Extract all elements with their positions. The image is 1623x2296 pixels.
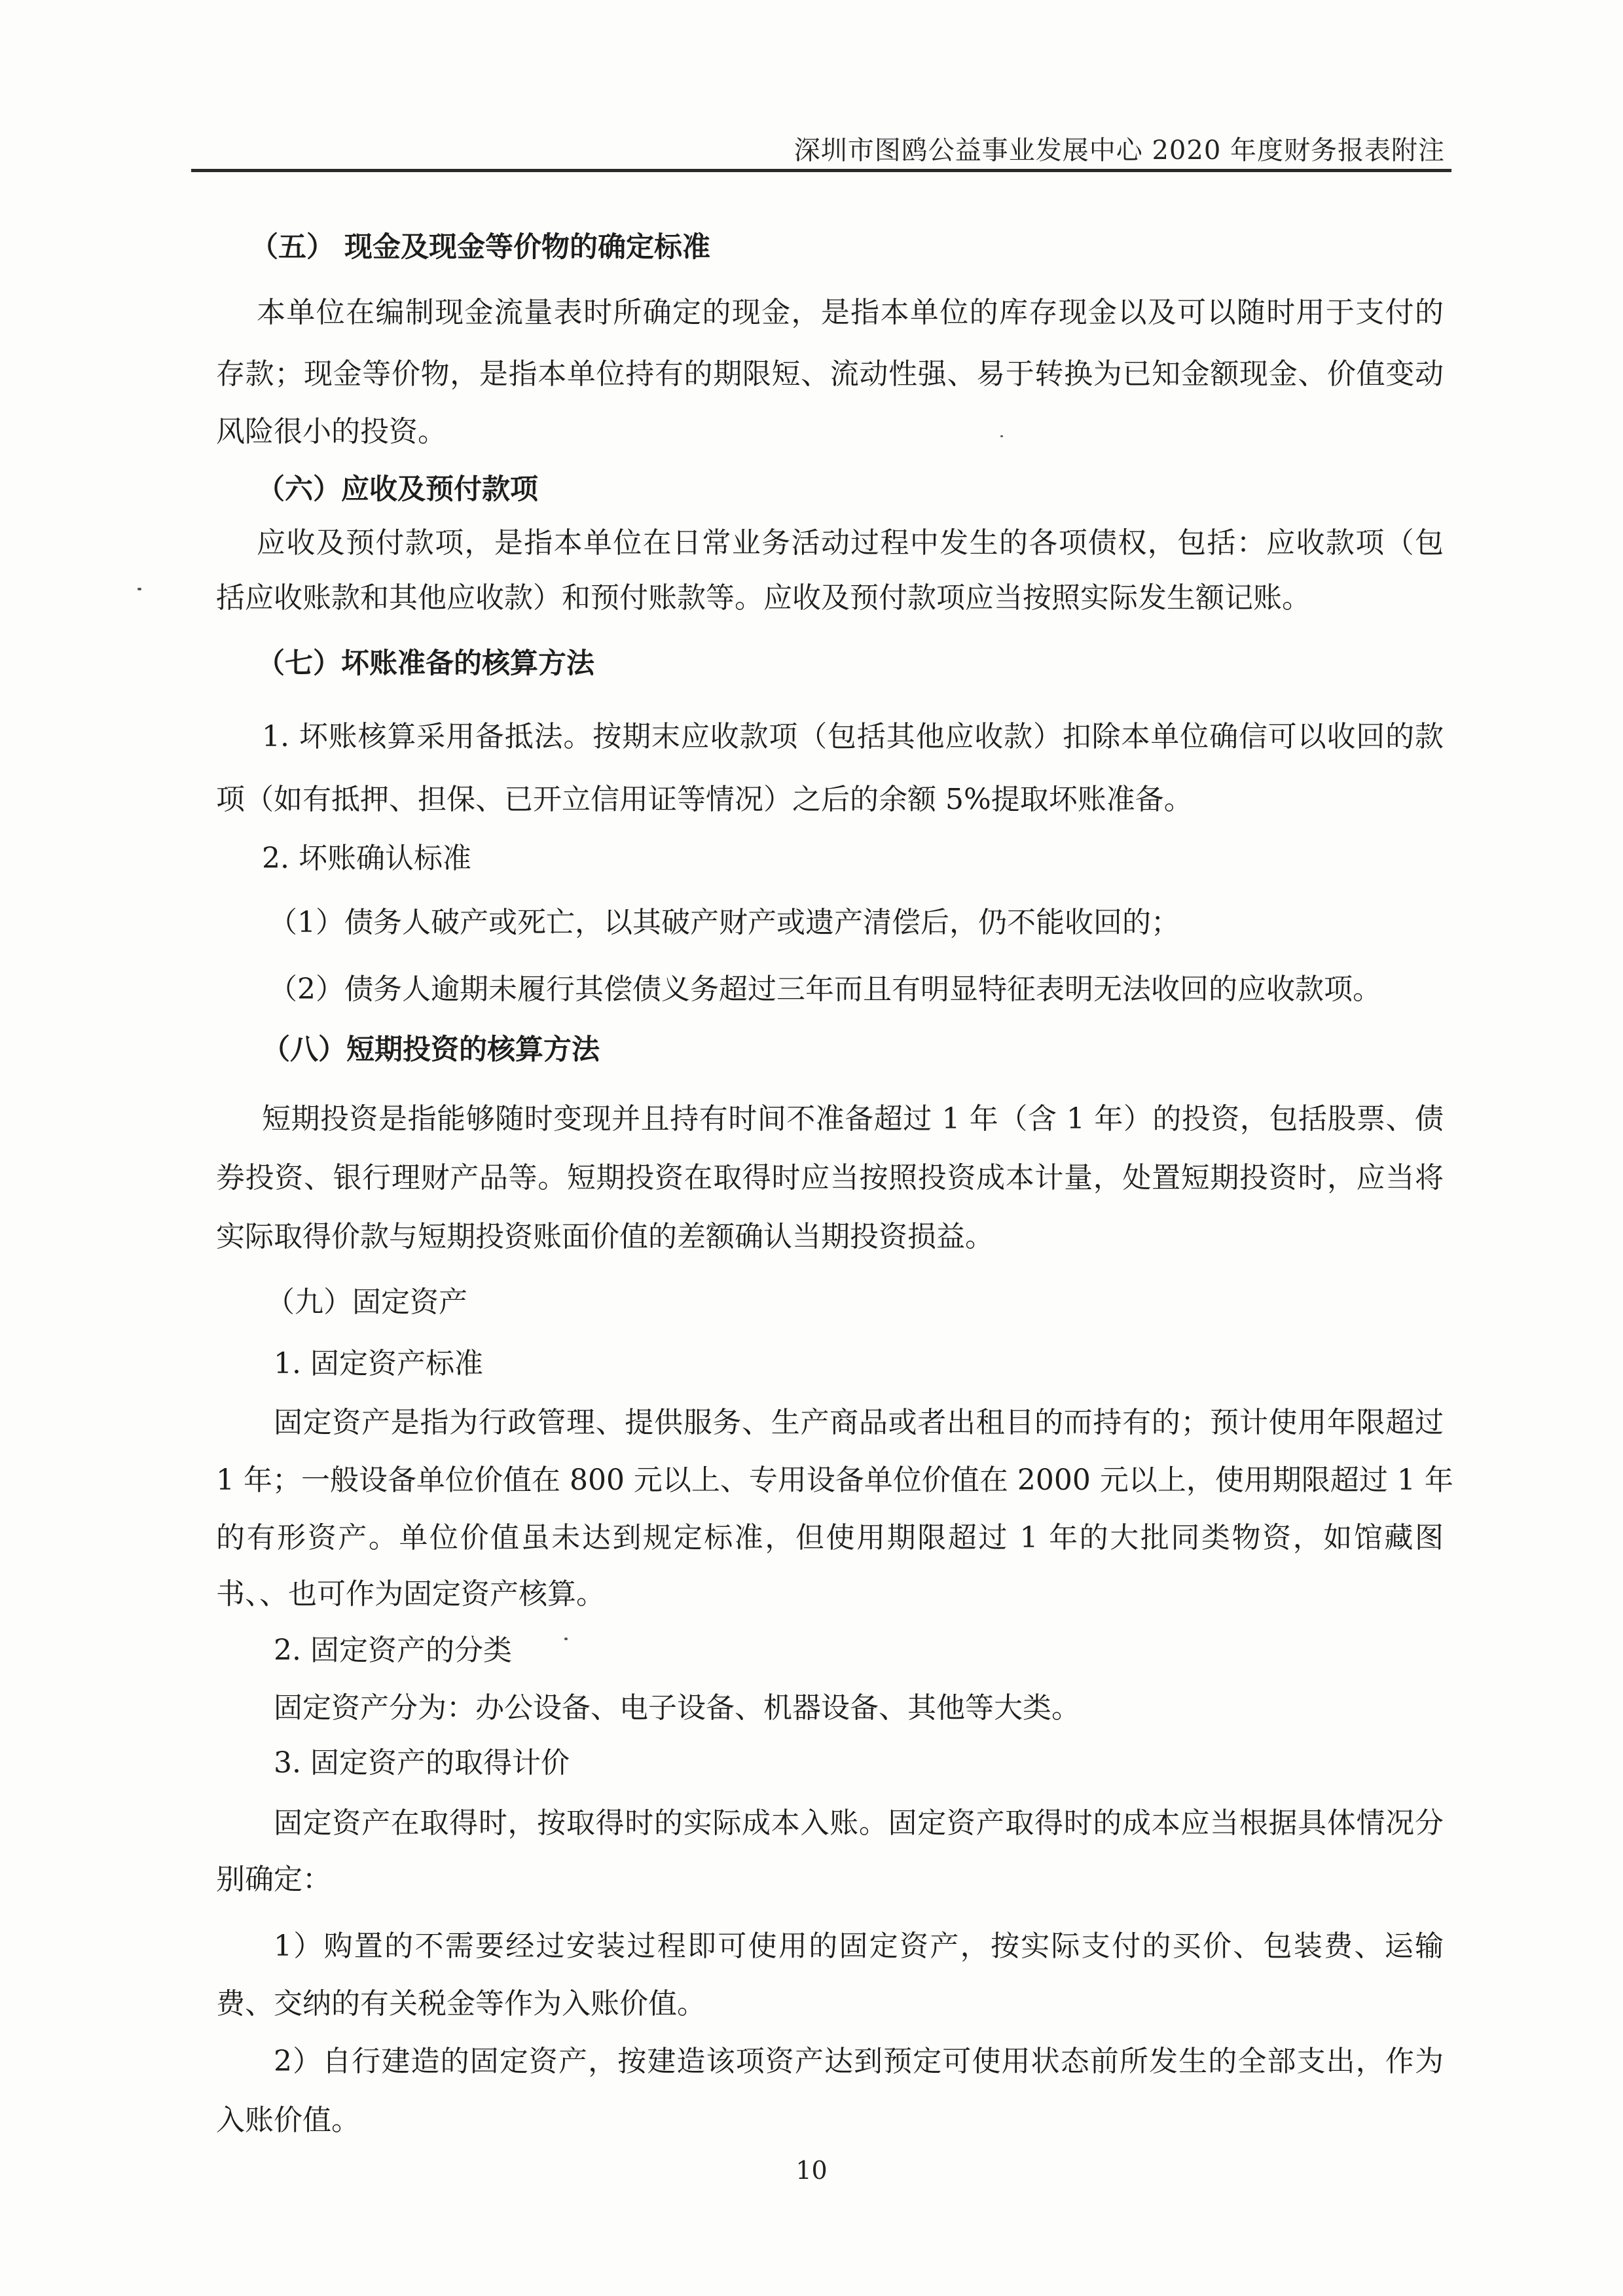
paragraph-line: 费、交纳的有关税金等作为入账价值。 bbox=[216, 1987, 706, 2020]
scan-speck bbox=[137, 588, 141, 590]
paragraph-line: 1 年；一般设备单位价值在 800 元以上、专用设备单位价值在 2000 元以上，使用期限超过 1 年 bbox=[216, 1463, 1453, 1497]
paragraph-line: 风险很小的投资。 bbox=[216, 415, 447, 448]
scan-speck bbox=[564, 1638, 568, 1640]
paragraph-line: 实际取得价款与短期投资账面价值的差额确认当期投资损益。 bbox=[216, 1220, 994, 1253]
section-heading-6: （六）应收及预付款项 bbox=[257, 473, 538, 506]
paragraph-line: 本单位在编制现金流量表时所确定的现金，是指本单位的库存现金以及可以随时用于支付的 bbox=[257, 296, 1444, 329]
subsection-heading: 1. 固定资产标准 bbox=[274, 1347, 483, 1380]
list-item: （2）债务人逾期未履行其偿债义务超过三年而且有明显特征表明无法收回的应收款项。 bbox=[268, 973, 1381, 1006]
paragraph-line: 项（如有抵押、担保、已开立信用证等情况）之后的余额 5%提取坏账准备。 bbox=[216, 783, 1193, 816]
paragraph-line: 存款；现金等价物，是指本单位持有的期限短、流动性强、易于转换为已知金额现金、价值变动 bbox=[216, 357, 1444, 391]
list-item: 1）购置的不需要经过安装过程即可使用的固定资产，按实际支付的买价、包装费、运输 bbox=[274, 1929, 1444, 1963]
paragraph-line: 固定资产分为：办公设备、电子设备、机器设备、其他等大类。 bbox=[274, 1691, 1080, 1725]
section-heading-5: （五） 现金及现金等价物的确定标准 bbox=[250, 231, 710, 264]
scan-speck bbox=[1000, 435, 1003, 437]
subsection-heading: 2. 坏账确认标准 bbox=[262, 842, 471, 875]
paragraph-line: 括应收账款和其他应收款）和预付账款等。应收及预付款项应当按照实际发生额记账。 bbox=[216, 581, 1311, 615]
paragraph-line: 的有形资产。单位价值虽未达到规定标准，但使用期限超过 1 年的大批同类物资，如馆藏图 bbox=[216, 1521, 1444, 1554]
subsection-heading: 3. 固定资产的取得计价 bbox=[274, 1746, 570, 1780]
paragraph-line: 1. 坏账核算采用备抵法。按期末应收款项（包括其他应收款）扣除本单位确信可以收回的款 bbox=[262, 720, 1444, 753]
header-rule bbox=[191, 169, 1451, 172]
subsection-heading: 2. 固定资产的分类 bbox=[274, 1634, 512, 1667]
paragraph-line: 短期投资是指能够随时变现并且持有时间不准备超过 1 年（含 1 年）的投资，包括股票、债 bbox=[262, 1102, 1444, 1136]
paragraph-line: 入账价值。 bbox=[216, 2104, 360, 2137]
paragraph-line: 书、、也可作为固定资产核算。 bbox=[216, 1577, 605, 1611]
list-item: （1）债务人破产或死亡，以其破产财产或遗产清偿后，仍不能收回的； bbox=[268, 906, 1180, 939]
section-heading-8: （八）短期投资的核算方法 bbox=[262, 1033, 600, 1066]
paragraph-line: 固定资产是指为行政管理、提供服务、生产商品或者出租目的而持有的；预计使用年限超过 bbox=[274, 1406, 1444, 1439]
list-item: 2）自行建造的固定资产，按建造该项资产达到预定可使用状态前所发生的全部支出，作为 bbox=[274, 2045, 1444, 2078]
paragraph-line: 券投资、银行理财产品等。短期投资在取得时应当按照投资成本计量，处置短期投资时，应当将 bbox=[216, 1161, 1444, 1194]
paragraph-line: 应收及预付款项，是指本单位在日常业务活动过程中发生的各项债权，包括：应收款项（包 bbox=[257, 526, 1444, 560]
paragraph-line: 固定资产在取得时，按取得时的实际成本入账。固定资产取得时的成本应当根据具体情况分 bbox=[274, 1806, 1444, 1840]
section-heading-9: （九）固定资产 bbox=[266, 1285, 467, 1319]
running-header: 深圳市图鸥公益事业发展中心 2020 年度财务报表附注 bbox=[793, 135, 1445, 166]
paragraph-line: 别确定： bbox=[216, 1863, 331, 1896]
section-heading-7: （七）坏账准备的核算方法 bbox=[257, 647, 594, 680]
page-number: 10 bbox=[795, 2156, 828, 2185]
